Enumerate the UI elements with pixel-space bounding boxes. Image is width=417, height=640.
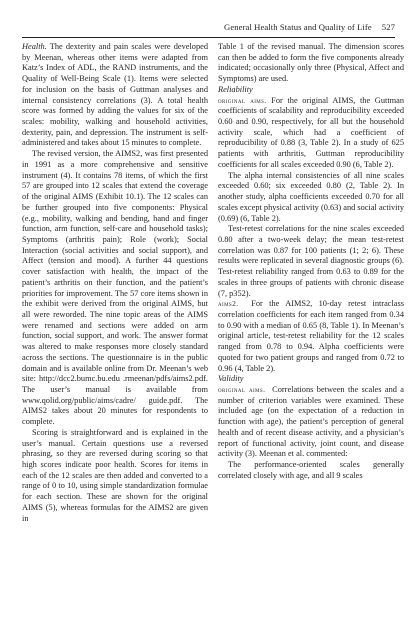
header-rule bbox=[22, 37, 395, 38]
paragraph-lead: Health. bbox=[22, 42, 47, 51]
heading-text: Validity bbox=[218, 374, 244, 384]
paragraph-text: For the AIMS2, 10-day retest intraclass correlation coefficients for each item ranged from 0.34 to 0.90 with a median of 0.65 (8, Table 1). In Meenan’s original article, test-retest reliability for the 12 scales ranged from 0.78 to 0.94. Alpha coefficients were quoted for two patient groups and ranged from 0.72 to 0.96 (4, Table 2). bbox=[218, 299, 405, 373]
paragraph-text: For the original AIMS, the Guttman coefficients of scalability and reproducibility exceeded 0.60 and 0.90, respectively, for all but the household activity scale, which had a coefficient of reproducibility of 0.88 (3, Table 2). In a study of 625 patients with arthritis, Guttman reproducibility coefficients for all scales exceeded 0.90 (6, Table 2). bbox=[218, 95, 404, 169]
paragraph bbox=[218, 299, 404, 374]
section-heading-reliability bbox=[218, 85, 404, 96]
right-column bbox=[218, 42, 404, 481]
section-heading-validity bbox=[218, 374, 404, 385]
paragraph: Table 1 of the revised manual. The dimension scores can then be added to form the five components already indicated; occasionally only three (Physical, Affect and Symptoms) are used. bbox=[218, 42, 404, 84]
paragraph-text: The dexterity and pain scales were developed by Meenan, whereas other items were adapted from Katz’s Index of ADL, the RAND instruments, and the Quality of Well-Being Scale (1). Items were selected for inclusion on the basis of Guttman analyses and internal consistency correlations (3). A total health score was formed by adding the values for six of the scales: mobility, walking and household activities, dexterity, pain, and depression. The instrument is self-administered and takes about 15 minutes to complete. bbox=[22, 42, 208, 148]
paragraph bbox=[218, 96, 404, 171]
page-number: 527 bbox=[381, 22, 395, 32]
running-head bbox=[22, 22, 395, 32]
subsection-label: original aims. bbox=[218, 385, 266, 394]
subsection-label: aims2. bbox=[218, 299, 239, 309]
paragraph-text: Correlations between the scales and a number of criterion variables were examined. These included age (on the expectation of a reduction in function with age), the patient’s perception of general health and of recent disease activity, and a physician’s report of functional activity, joint count, and disease activity (3). Meenan et al. commented: bbox=[218, 385, 405, 459]
paragraph bbox=[22, 42, 208, 149]
running-head-title: General Health Status and Quality of Life bbox=[224, 22, 372, 32]
subsection-label: original aims. bbox=[218, 95, 267, 105]
block-quote: The performance-oriented scales generally correlated closely with age, and all 9 scales bbox=[218, 460, 404, 480]
paragraph: Test-retest correlations for the nine scales exceeded 0.80 after a two-week delay; the mean test-retest correlation was 0.87 for 100 patients (1; 2; 6). These results were replicated in several diagnostic groups (6). Test-retest reliability ranged from 0.63 to 0.89 for the scales in three groups of patients with chronic disease (7, p352). bbox=[218, 224, 404, 298]
paragraph: The alpha internal consistencies of all nine scales exceeded 0.60; six exceeded 0.80 (2, Table 2). In another study, alpha coefficients exceeded 0.70 for all scales except physical activity (0.63) and social activity (0.69) (6, Table 2). bbox=[218, 170, 404, 223]
left-column bbox=[22, 42, 208, 524]
paragraph bbox=[218, 385, 404, 460]
paragraph: Scoring is straightforward and is explained in the user’s manual. Certain questions use a reversed phrasing, so they are reversed during scoring so that high scores indicate poor health. Scores for items in each of the 12 scales are then added and converted to a range of 0 to 10, using simple standardization formulae for each section. These are shown for the original AIMS (5), whereas formulas for the AIMS2 are given in bbox=[22, 427, 208, 523]
paragraph: The revised version, the AIMS2, was first presented in 1991 as a more comprehensive and sensitive instrument (4). It contains 78 items, of which the first 57 are grouped into 12 scales that extend the coverage of the original AIMS (Exhibit 10.1). The 12 scales can be further grouped into five components: Physical (e.g., mobility, walking and bending, hand and finger function, arm function, self-care and household tasks); Symptoms (arthritis pain); Role (work); Social Interaction (social activities and social support), and Affect (tension and mood). A further 44 questions cover satisfaction with health, the impact of the patient’s arthritis on their function, and the patient’s priorities for improvement. The 57 core items shown in the exhibit were derived from the original AIMS, but all were reworded. The nine topic areas of the AIMS were renamed and sections were added on arm function, social support, and work. The answer format was altered to make responses more closely standard across the sections. The questionnaire is in the public domain and is available online from Dr. Meenan’s web site: http://dcc2.bumc.bu.edu .rmeenan/pdfs/aims2.pdf. The user’s manual is available from www.qolid.org/public/aims/cadre/ guide.pdf. The AIMS2 takes about 20 minutes for respondents to complete. bbox=[22, 149, 208, 427]
heading-text: Reliability bbox=[218, 84, 253, 94]
